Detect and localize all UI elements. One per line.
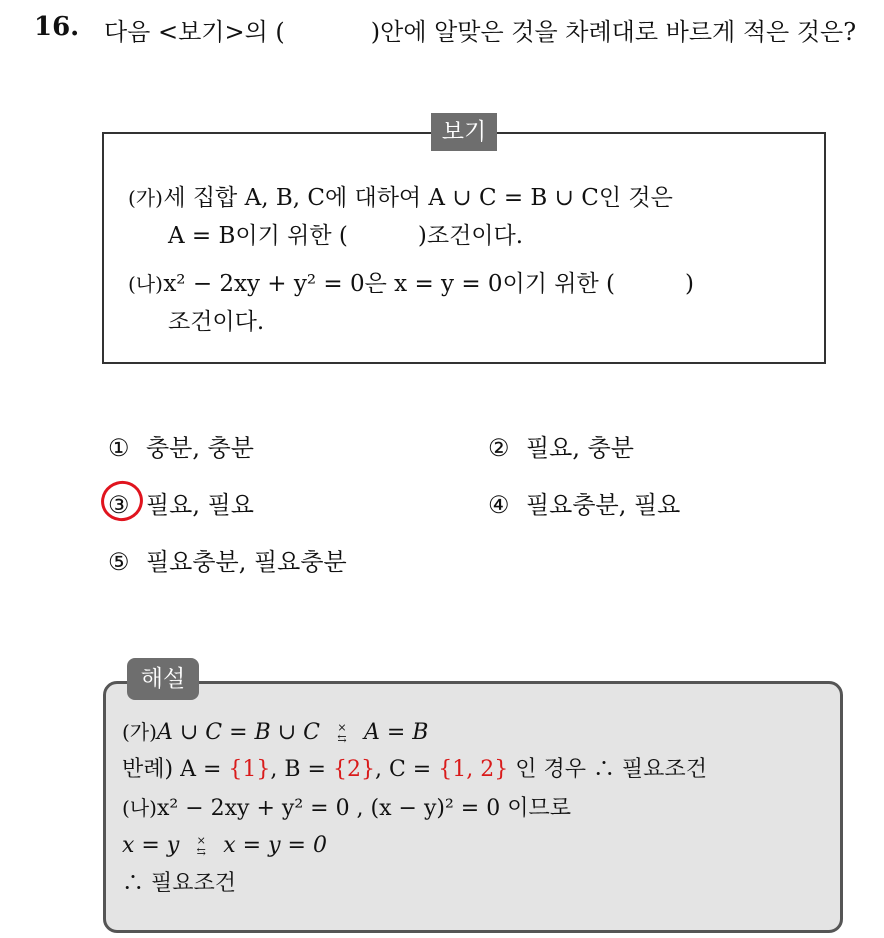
choice-5[interactable]: ⑤ 필요충분, 필요충분 bbox=[108, 548, 347, 576]
bogi-title: 보기 bbox=[431, 113, 497, 151]
haeseol-line-counterexample: 반례) A = {1}, B = {2}, C = {1, 2} 인 경우 ∴ 필요조건 bbox=[122, 757, 707, 782]
choice-1[interactable]: ① 충분, 충분 bbox=[108, 434, 254, 462]
question-number: 16. bbox=[34, 12, 80, 42]
choice-2[interactable]: ② 필요, 충분 bbox=[488, 434, 634, 462]
choice-3[interactable]: ③ 필요, 필요 bbox=[108, 491, 254, 519]
not-equivalent-arrow-icon: × ⇆ bbox=[337, 721, 347, 745]
haeseol-title: 해설 bbox=[127, 658, 199, 700]
bogi-na-line2: 조건이다. bbox=[168, 309, 265, 335]
bogi-ga-line1: (가) 세 집합 A, B, C에 대하여 A ∪ C = B ∪ C인 것은 bbox=[128, 185, 673, 211]
not-equivalent-arrow-icon-2: × ⇆ bbox=[196, 834, 206, 858]
question-text: 다음 <보기>의 ( )안에 알맞은 것을 차례대로 바르게 적은 것은? bbox=[104, 18, 857, 46]
choice-4[interactable]: ④ 필요충분, 필요 bbox=[488, 491, 681, 519]
bogi-na-line1: (나) x² − 2xy + y² = 0은 x = y = 0이기 위한 ( ) bbox=[128, 271, 694, 297]
haeseol-line-xy: x = y × ⇆ x = y = 0 bbox=[122, 833, 327, 858]
haeseol-line-ga: (가) A ∪ C = B ∪ C × ⇆ A = B bbox=[122, 720, 429, 745]
bogi-ga-line2: A = B이기 위한 ( )조건이다. bbox=[168, 223, 524, 249]
haeseol-line-conclusion: ∴ 필요조건 bbox=[122, 871, 237, 896]
haeseol-line-na: (나) x² − 2xy + y² = 0 , (x − y)² = 0 이므로 bbox=[122, 796, 571, 821]
